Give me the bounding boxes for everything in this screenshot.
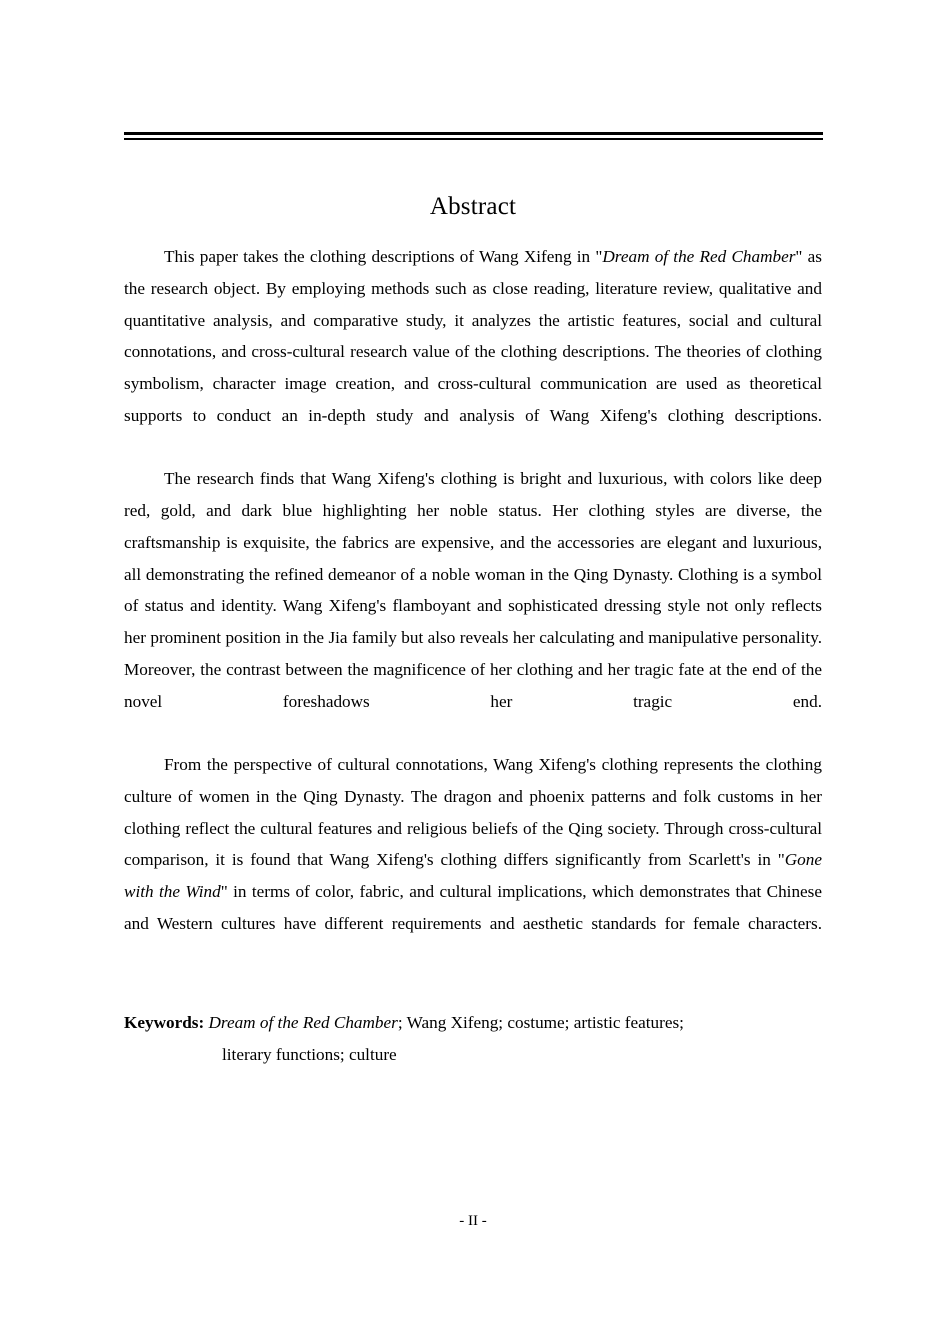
header-divider-rule [124, 132, 823, 141]
header-rule-thick-line [124, 132, 823, 135]
italic-work-title: Gone with the Wind [124, 850, 822, 901]
keywords-secondary-line: literary functions; culture [222, 1044, 397, 1064]
page-number-footer: - II - [459, 1213, 487, 1229]
abstract-body [124, 241, 822, 971]
italic-work-title: Dream of the Red Chamber [602, 247, 796, 266]
keywords-primary-line [124, 1007, 822, 1039]
abstract-paragraph: The research finds that Wang Xifeng's clothing is bright and luxurious, with colors like deep red, gold, and dark blue highlighting her noble status. Her clothing styles are diverse, the craftsmanship is exquisite, the fabrics are expensive, and the accessories are elegant and luxurious, all demonstrating the refined demeanor of a noble woman in the Qing Dynasty. Clothing is a symbol of status and identity. Wang Xifeng's flamboyant and sophisticated dressing style not only reflects her prominent position in the Jia family but also reveals her calculating and manipulative personality. Moreover, the contrast between the magnificence of her clothing and her tragic fate at the end of the novel foreshadows her tragic end. [124, 469, 822, 711]
abstract-paragraph: From the perspective of cultural connotations, Wang Xifeng's clothing represents the clothing culture of women in the Qing Dynasty. The dragon and phoenix patterns and folk customs in her clothing reflect the cultural features and religious beliefs of the Qing society. Through cross-cultural comparison, it is found that Wang Xifeng's clothing differs significantly from Scarlett's in "Gone with the Wind" in terms of color, fabric, and cultural implications, which demonstrates that Chinese and Western cultures have different requirements and aesthetic standards for female characters. [124, 755, 822, 933]
page-title: Abstract [429, 192, 517, 220]
keywords-title-term: Dream of the Red Chamber [208, 1013, 398, 1032]
keywords-label: Keywords: [124, 1013, 205, 1032]
abstract-paragraph: This paper takes the clothing descriptions of Wang Xifeng in "Dream of the Red Chamber" as the research object. By employing methods such as close reading, literature review, qualitative and quantitative analysis, and comparative study, it analyzes the artistic features, social and cultural connotations, and cross-cultural research value of the clothing descriptions. The theories of clothing symbolism, character image creation, and cross-cultural communication are used as theoretical supports to conduct an in-depth study and analysis of Wang Xifeng's clothing descriptions. [124, 247, 822, 425]
header-rule-thin-line [124, 138, 823, 140]
keywords-section [124, 1007, 822, 1071]
keywords-remaining-terms: ; Wang Xifeng; costume; artistic features; [397, 1013, 684, 1032]
